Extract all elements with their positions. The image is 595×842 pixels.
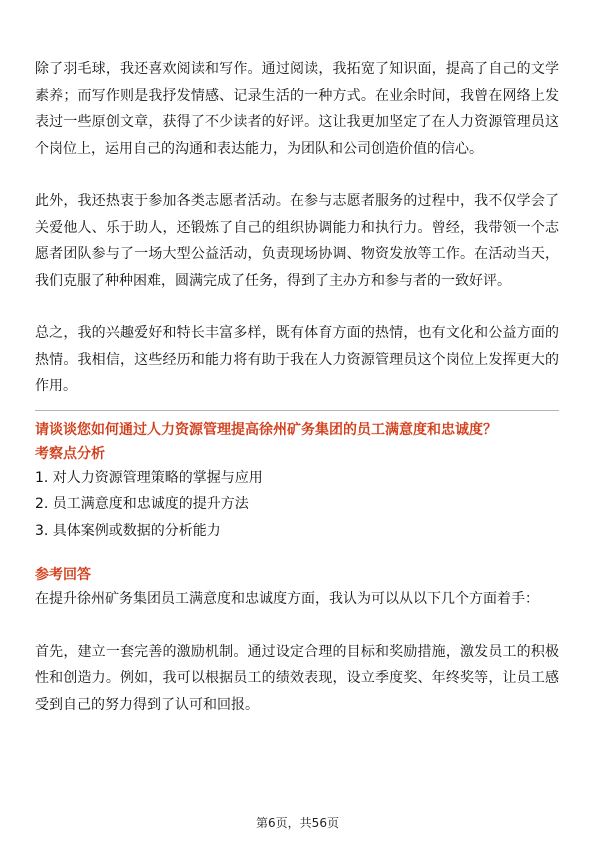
analysis-title: 考察点分析 xyxy=(35,445,105,462)
analysis-item-2: 2. 员工满意度和忠诚度的提升方法 xyxy=(35,496,249,512)
question-heading: 请谈谈您如何通过人力资源管理提高徐州矿务集团的员工满意度和忠诚度？ xyxy=(35,421,497,438)
paragraph-volunteer: 此外，我还热衷于参加各类志愿者活动。在参与志愿者服务的过程中，我不仅学会了关爱他人、乐于助人，还锻炼了自己的组织协调能力和执行力。曾经，我带领一个志愿者团队参与了一场大型公益活动，负责现场协调、物资发放等工作。在活动当天，我们克服了种种困难，圆满完成了任务，得到了主办方和参与者的一致好评。 xyxy=(35,193,559,289)
paragraph-summary: 总之，我的兴趣爱好和特长丰富多样，既有体育方面的热情，也有文化和公益方面的热情。我相信，这些经历和能力将有助于我在人力资源管理员这个岗位上发挥更大的作用。 xyxy=(35,325,559,394)
answer-intro: 在提升徐州矿务集团员工满意度和忠诚度方面，我认为可以从以下几个方面着手： xyxy=(35,591,539,607)
document-page xyxy=(35,56,559,718)
page-number-footer: 第6页，共56页 xyxy=(256,816,339,830)
paragraph-hobbies-reading: 除了羽毛球，我还喜欢阅读和写作。通过阅读，我拓宽了知识面，提高了自己的文学素养；而写作则是我抒发情感、记录生活的一种方式。在业余时间，我曾在网络上发表过一些原创文章，获得了不少读者的好评。这让我更加坚定了在人力资源管理员这个岗位上，运用自己的沟通和表达能力，为团队和公司创造价值的信心。 xyxy=(35,61,559,157)
analysis-item-3: 3. 具体案例或数据的分析能力 xyxy=(35,522,221,539)
analysis-item-1: 1. 对人力资源管理策略的掌握与应用 xyxy=(35,469,263,486)
answer-paragraph-1: 首先，建立一套完善的激励机制。通过设定合理的目标和奖励措施，激发员工的积极性和创造力。例如，我可以根据员工的绩效表现，设立季度奖、年终奖等，让员工感受到自己的努力得到了认可和回报。 xyxy=(35,643,559,713)
answer-title: 参考回答 xyxy=(35,567,91,583)
section-divider xyxy=(35,410,559,411)
